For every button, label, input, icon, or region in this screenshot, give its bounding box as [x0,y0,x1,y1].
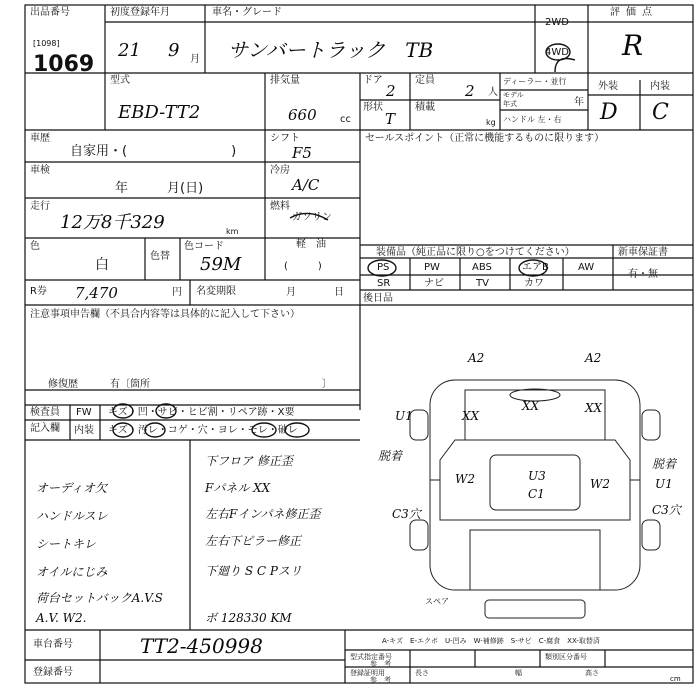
warranty-value: 有・無 [628,269,658,280]
diagram-u3: U3 [528,469,546,483]
carname-label: 車名・グレード [212,7,282,18]
fuel-gasoline: ガソリン [292,212,332,223]
color-code-label: 色コード [184,241,224,252]
repair-value: 有〔箇所 [110,379,150,390]
exterior-value: D [600,100,618,125]
grade-label: 評価点 [610,7,658,18]
int-items: キズ・汚レ・コゲ・穴・ヨレ・モレ・破レ [108,425,298,436]
lot-small-number: [1098] [33,39,60,48]
diagram-w2-right: W2 [590,477,610,491]
fw-label: FW [76,407,92,418]
diagram-left-side: 脱着 [378,449,403,463]
remark-left-6: A.V. W2. [36,611,87,625]
grade-value: R [622,29,644,62]
mileage-unit: km [226,227,239,236]
remark-left-2: ハンドルスレ [36,509,108,523]
fuel-label: 燃料 [270,201,290,212]
interior-label: 内装 [650,81,670,92]
color-code-value: 59M [200,254,242,275]
equipment-label: 装備品（純正品に限り○をつけてください） [376,247,575,258]
diagram-a2-left: A2 [468,351,485,365]
recycle-value: 7,470 [75,284,118,302]
lot-label: 出品番号 [30,7,70,18]
displacement-label: 排気量 [270,75,300,86]
ac-label: 冷房 [270,165,290,176]
repair-label: 修復歴 [48,379,78,390]
legend-ref-1: 参 考 [370,660,391,668]
sales-point-label: セールスポイント（正常に機能するものに限ります） [365,133,605,144]
diagram-u1-right: U1 [655,477,673,491]
doors-label: ドア [363,75,383,86]
lot-number: 1069 [33,52,95,77]
recycle-label: R券 [30,286,47,297]
legend-ref-2: 参 考 [370,676,391,684]
equip-r1-c4: エアB [522,262,549,273]
carname-value: サンバートラック TB [228,38,434,62]
model-year-label2: 年式 [503,100,517,108]
diagram-w2-left: W2 [455,472,475,486]
capacity-value: 2 [465,82,475,100]
remark-right-3: 左右Fインパネ修正歪 [205,507,321,521]
remark-right-2: Fパネル XX [205,481,271,495]
capacity-label: 定員 [415,75,435,86]
equip-r2-c4: カワ [524,278,544,289]
shift-value: F5 [292,144,312,162]
recycle-yen: 円 [172,287,182,298]
diagram-spare: スペア [425,597,449,606]
inspection-value: 年 月(日) [115,181,204,196]
int-label: 内装 [74,425,94,436]
diagram-a2-right: A2 [585,351,602,365]
color-value: 白 [95,257,109,273]
warranty-label: 新車保証書 [618,247,668,258]
diagram-xx-right: XX [585,401,603,415]
repair-close: 〕 [322,379,332,390]
expiry-label: 名変期限 [196,286,236,297]
reg-label: 登録番号 [33,667,73,678]
legend-class-label: 類別区分番号 [545,653,587,661]
first-reg-month-unit: 月 [190,54,200,65]
handle-label: ハンドル 左・右 [503,115,562,124]
history-value: 自家用・( ) [70,144,237,159]
interior-value: C [652,100,669,125]
shape-value: T [385,110,396,128]
diagram-c3-right: C3穴 [652,503,681,517]
chassis-value: TT2-450998 [140,634,263,658]
model-label: 型式 [110,75,130,86]
inspection-label: 車検 [30,165,50,176]
diagram-xx-left: XX [462,409,480,423]
shape-label: 形状 [363,102,383,113]
drive-4wd: 4WD [545,47,569,58]
dealer-label: ディーラー・並行 [503,77,567,86]
color-change-label: 色替 [150,251,170,262]
legend-reg-cert-label: 登録証明用 [350,669,385,677]
mileage-value: 12万8千329 [60,212,165,233]
remark-left-5: 荷台セットバックA.V.S [36,591,163,605]
remark-left-3: シートキレ [36,537,96,551]
diagram-right-side: 脱着 [652,457,677,471]
remark-right-1: 下フロア 修正歪 [205,454,293,468]
rear-seat-label: 後日品 [363,293,393,304]
remark-right-5: 下廻り S C Pスリ [205,564,302,578]
fuel-paren: ( ) [284,261,322,272]
first-reg-label: 初度登録年月 [110,7,170,18]
first-reg-year: 21 [118,40,141,61]
drive-2wd: 2WD [545,17,569,28]
exterior-label: 外装 [598,81,618,92]
legend-width: 幅 [515,669,522,677]
ac-value: A/C [292,176,320,194]
diagram-c3-left: C3穴 [392,507,421,521]
capacity-unit: 人 [488,87,498,98]
remark-left-1: オーディオ欠 [36,481,108,495]
history-label: 車歴 [30,133,50,144]
inspector-label-1: 検査員 [30,407,60,418]
expiry-day: 日 [334,287,344,298]
legend-length: 長さ [415,669,429,677]
remark-left-4: オイルにじみ [36,565,108,579]
legend-type-label: 型式指定番号 [350,653,392,661]
model-year-unit: 年 [574,97,584,108]
first-reg-month: 9 [168,40,180,61]
notes-label: 注意事項申告欄（不具合内容等は具体的に記入して下さい） [30,309,300,320]
equip-r2-c3: TV [476,278,489,289]
cc-unit: cc [340,114,351,125]
equip-r2-c2: ナビ [424,278,444,289]
legend-text: A-キズ E-エクボ U-凹み W-補修跡 S-サビ C-腐食 XX-取替済 [382,637,600,645]
legend-height: 高さ [585,669,599,677]
color-label: 色 [30,241,40,252]
model-year-label: モデル [503,91,524,99]
fw-items: キズ・凹・サビ・ヒビ割・リペア跡・X要 [108,407,295,418]
diagram-xx-center: XX [522,399,540,413]
chassis-label: 車台番号 [33,639,73,650]
displacement-value: 660 [288,106,317,124]
equip-r1-c1: PS [377,262,390,273]
doors-value: 2 [386,82,396,100]
diagram-c1: C1 [528,487,545,501]
expiry-month: 月 [286,287,296,298]
shift-label: シフト [270,133,300,144]
diagram-u1-left: U1 [395,409,413,423]
inspector-label-2: 記入欄 [30,423,60,434]
remark-right-6: ボ 128330 KM [205,611,292,625]
model-value: EBD-TT2 [118,102,201,123]
equip-r2-c1: SR [377,278,391,289]
load-label: 積載 [415,102,435,113]
kg-unit: kg [486,118,496,127]
remark-right-4: 左右下ピラー修正 [205,534,302,548]
equip-r1-c2: PW [424,262,440,273]
fuel-diesel: 軽 油 [296,239,326,250]
equip-r1-c5: AW [578,262,595,273]
mileage-label: 走行 [30,201,50,212]
equip-r1-c3: ABS [472,262,492,273]
legend-cm: cm [670,675,681,683]
